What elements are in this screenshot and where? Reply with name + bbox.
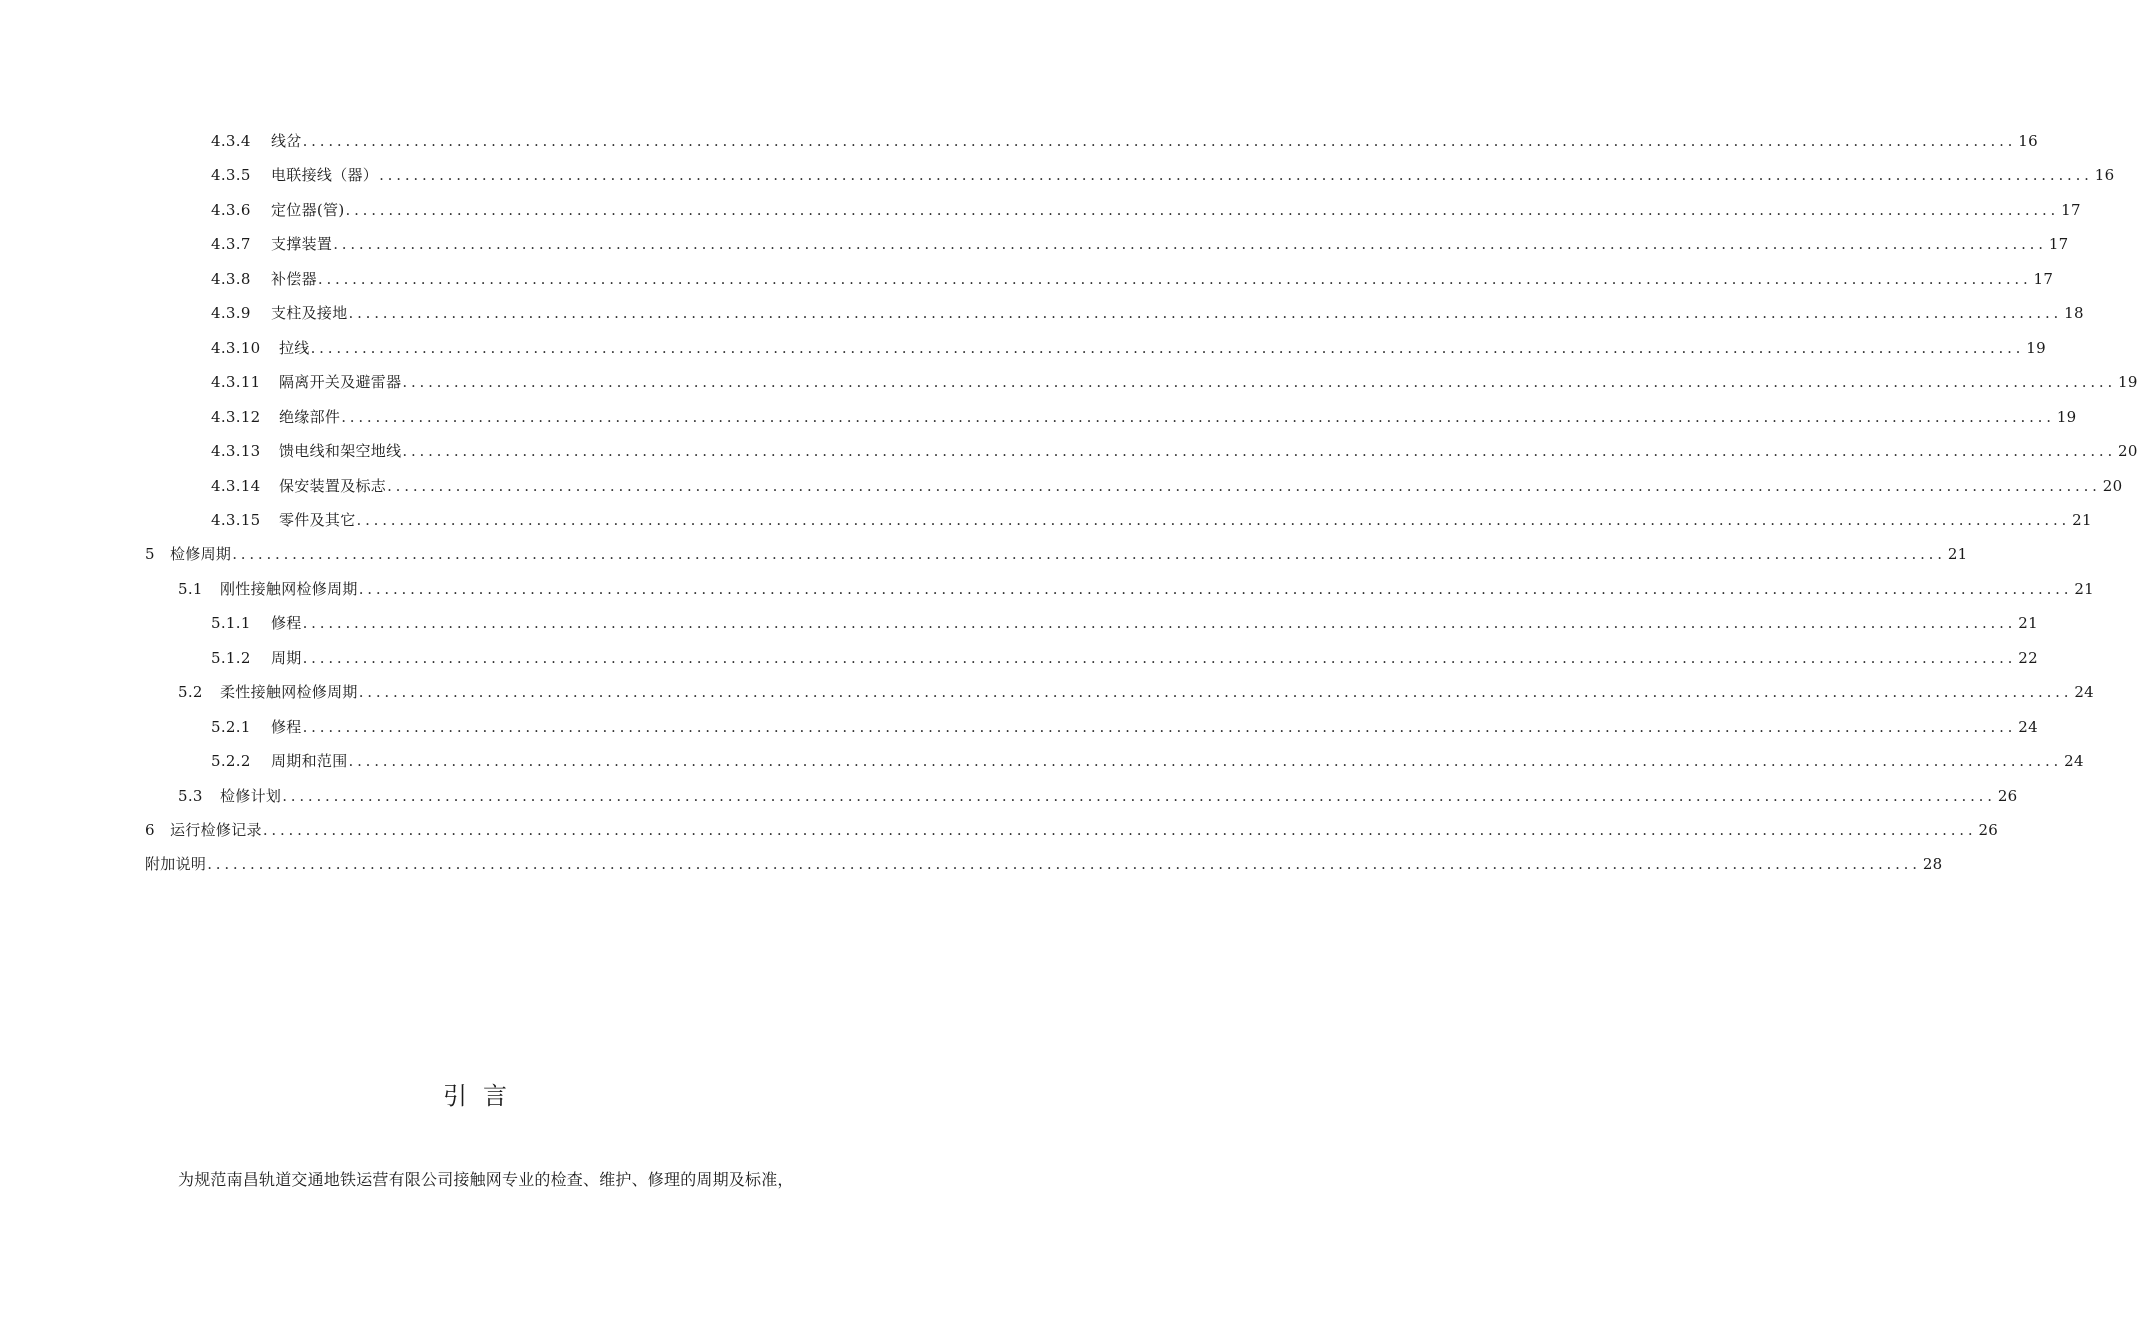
toc-entry-page-number: 16 xyxy=(2094,166,2115,185)
toc-entry-title: 电联接线（器） xyxy=(271,166,379,185)
intro-paragraph: 为规范南昌轨道交通地铁运营有限公司接触网专业的检查、维护、修理的周期及标准， xyxy=(178,1170,794,1189)
toc-entry-title: 检修计划 xyxy=(220,786,282,805)
toc-entry-number: 4.3.11 xyxy=(211,373,261,392)
toc-entry-page-number: 19 xyxy=(2118,373,2138,392)
toc-entry-title: 馈电线和架空地线 xyxy=(279,442,402,461)
toc-entry-number: 4.3.5 xyxy=(211,166,251,185)
toc-dot-leader: ........................................................................................................................................................................................................ xyxy=(302,648,2017,667)
toc-entry-title: 柔性接触网检修周期 xyxy=(220,683,358,702)
toc-entry-number: 4.3.8 xyxy=(211,269,251,288)
toc-entry[interactable] xyxy=(211,264,2054,288)
toc-entry[interactable] xyxy=(145,539,1968,564)
toc-entry[interactable] xyxy=(211,402,2077,426)
toc-dot-leader: ........................................................................................................................................................................................................ xyxy=(348,304,2063,323)
toc-entry-number: 5 xyxy=(145,545,155,564)
toc-entry-number: 5.2.1 xyxy=(211,717,251,736)
toc-entry-title: 周期和范围 xyxy=(271,752,348,771)
toc-entry-page-number: 21 xyxy=(2072,510,2092,529)
toc-entry-title: 拉线 xyxy=(279,338,310,357)
toc-dot-leader: ........................................................................................................................................................................................................ xyxy=(282,786,1996,805)
toc-entry-number: 4.3.10 xyxy=(211,338,261,357)
toc-entry[interactable] xyxy=(211,746,2084,771)
toc-entry[interactable] xyxy=(178,781,2018,805)
toc-entry[interactable] xyxy=(211,195,2081,219)
toc-entry[interactable] xyxy=(211,436,2138,461)
toc-entry-title: 补偿器 xyxy=(271,269,317,288)
toc-dot-leader: ........................................................................................................................................................................................................ xyxy=(358,579,2073,598)
toc-dot-leader: ........................................................................................................................................................................................................ xyxy=(402,373,2117,392)
toc-dot-leader: ........................................................................................................................................................................................................ xyxy=(379,166,2093,185)
toc-entry-title: 定位器(管) xyxy=(271,200,345,219)
toc-entry-title: 绝缘部件 xyxy=(279,407,341,426)
toc-entry[interactable] xyxy=(211,471,2123,495)
toc-dot-leader: ........................................................................................................................................................................................................ xyxy=(345,200,2060,219)
toc-dot-leader: ........................................................................................................................................................................................................ xyxy=(317,269,2032,288)
toc-dot-leader: ........................................................................................................................................................................................................ xyxy=(232,545,1946,564)
toc-dot-leader: ........................................................................................................................................................................................................ xyxy=(333,235,2047,254)
toc-dot-leader: ........................................................................................................................................................................................................ xyxy=(402,442,2117,461)
toc-entry-number: 5.2 xyxy=(178,683,203,702)
toc-entry-number: 4.3.9 xyxy=(211,304,251,323)
toc-entry-page-number: 24 xyxy=(2018,717,2038,736)
toc-entry-number: 4.3.14 xyxy=(211,476,261,495)
toc-dot-leader: ........................................................................................................................................................................................................ xyxy=(348,752,2063,771)
toc-entry[interactable] xyxy=(178,677,2095,702)
toc-entry-page-number: 17 xyxy=(2061,200,2081,219)
toc-entry-title: 刚性接触网检修周期 xyxy=(220,579,358,598)
toc-entry[interactable] xyxy=(211,712,2038,736)
toc-entry-title: 修程 xyxy=(271,717,302,736)
toc-entry-page-number: 19 xyxy=(2026,338,2046,357)
toc-entry-page-number: 24 xyxy=(2064,752,2084,771)
toc-dot-leader: ........................................................................................................................................................................................................ xyxy=(302,717,2017,736)
toc-entry[interactable] xyxy=(211,160,2115,185)
toc-entry-page-number: 28 xyxy=(1922,855,1943,874)
toc-entry-number: 4.3.4 xyxy=(211,132,251,150)
toc-entry-title: 支柱及接地 xyxy=(271,304,348,323)
toc-dot-leader: ........................................................................................................................................................................................................ xyxy=(302,614,2017,633)
toc-entry-title: 零件及其它 xyxy=(279,510,356,529)
toc-entry-page-number: 22 xyxy=(2018,648,2038,667)
toc-entry-number: 4.3.15 xyxy=(211,510,261,529)
toc-entry-page-number: 21 xyxy=(2018,614,2038,633)
toc-entry-page-number: 21 xyxy=(2074,579,2095,598)
toc-entry-title: 周期 xyxy=(271,648,302,667)
toc-entry-title: 线岔 xyxy=(271,132,302,150)
toc-entry[interactable] xyxy=(211,229,2069,254)
toc-entry-number: 5.3 xyxy=(178,786,203,805)
toc-entry-title: 附加说明 xyxy=(145,855,207,874)
toc-entry-page-number: 26 xyxy=(1978,821,1999,839)
toc-entry-page-number: 17 xyxy=(2048,235,2069,254)
toc-entry-number: 5.1.1 xyxy=(211,614,251,633)
toc-entry-title: 保安装置及标志 xyxy=(279,476,387,495)
toc-dot-leader: ........................................................................................................................................................................................................ xyxy=(387,476,2101,495)
toc-entry-number: 6 xyxy=(145,821,155,839)
toc-entry-number: 5.1 xyxy=(178,579,203,598)
toc-entry-page-number: 18 xyxy=(2064,304,2084,323)
toc-entry[interactable] xyxy=(211,367,2138,392)
toc-entry[interactable] xyxy=(211,298,2084,323)
toc-entry[interactable] xyxy=(145,815,1999,839)
toc-entry-title: 修程 xyxy=(271,614,302,633)
toc-dot-leader: ........................................................................................................................................................................................................ xyxy=(302,132,2017,150)
toc-entry[interactable] xyxy=(178,574,2095,598)
toc-entry[interactable] xyxy=(211,608,2038,633)
toc-entry[interactable] xyxy=(211,126,2038,150)
toc-entry-number: 4.3.13 xyxy=(211,442,261,461)
toc-entry[interactable] xyxy=(211,643,2038,667)
toc-entry-page-number: 20 xyxy=(2102,476,2123,495)
toc-entry-number: 5.2.2 xyxy=(211,752,251,771)
toc-entry-number: 4.3.6 xyxy=(211,200,251,219)
toc-entry[interactable] xyxy=(145,849,1943,874)
toc-entry-title: 检修周期 xyxy=(170,545,232,564)
toc-dot-leader: ........................................................................................................................................................................................................ xyxy=(310,338,2025,357)
toc-entry-page-number: 16 xyxy=(2018,132,2038,150)
toc-dot-leader: ........................................................................................................................................................................................................ xyxy=(358,683,2073,702)
section-heading: 引言 xyxy=(443,1082,523,1110)
toc-entry-page-number: 19 xyxy=(2056,407,2077,426)
toc-entry-number: 4.3.7 xyxy=(211,235,251,254)
toc-entry[interactable] xyxy=(211,505,2092,529)
toc-entry-page-number: 20 xyxy=(2118,442,2138,461)
toc-entry-page-number: 24 xyxy=(2074,683,2095,702)
toc-entry-number: 4.3.12 xyxy=(211,407,261,426)
toc-entry[interactable] xyxy=(211,333,2046,357)
toc-dot-leader: ........................................................................................................................................................................................................ xyxy=(207,855,1921,874)
toc-entry-title: 运行检修记录 xyxy=(170,821,262,839)
toc-entry-title: 隔离开关及避雷器 xyxy=(279,373,402,392)
toc-dot-leader: ........................................................................................................................................................................................................ xyxy=(341,407,2055,426)
toc-entry-page-number: 17 xyxy=(2033,269,2054,288)
toc-entry-title: 支撑装置 xyxy=(271,235,333,254)
toc-entry-number: 5.1.2 xyxy=(211,648,251,667)
toc-dot-leader: ........................................................................................................................................................................................................ xyxy=(262,821,1977,839)
toc-entry-page-number: 21 xyxy=(1947,545,1968,564)
toc-dot-leader: ........................................................................................................................................................................................................ xyxy=(356,510,2071,529)
toc-entry-page-number: 26 xyxy=(1997,786,2018,805)
